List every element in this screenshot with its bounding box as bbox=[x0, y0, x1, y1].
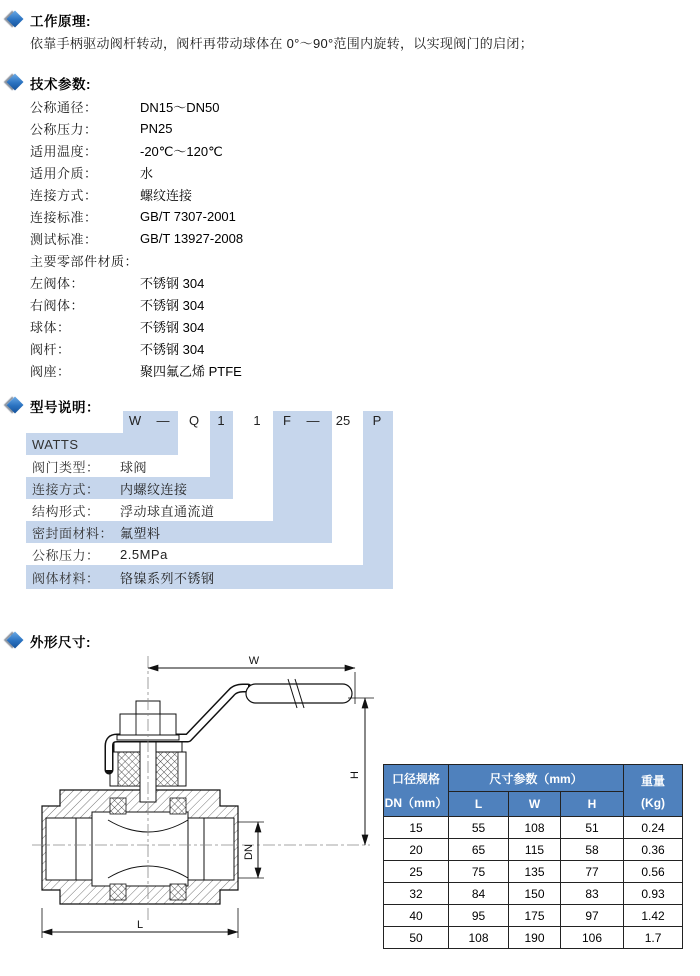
table-row: 15 55 108 51 0.24 bbox=[384, 817, 683, 839]
working-principle-heading bbox=[6, 10, 91, 30]
dim-label-w: W bbox=[248, 655, 260, 667]
dim-label-dn: DN bbox=[243, 844, 255, 860]
code-char: 1 bbox=[217, 413, 225, 428]
param-row: 右阀体： 不锈钢 304 bbox=[30, 297, 205, 313]
heading-text: 外形尺寸: bbox=[30, 635, 91, 650]
dim-label-h: H bbox=[349, 771, 361, 779]
size-table bbox=[383, 764, 683, 949]
size-params-group-header: 尺寸参数（mm） bbox=[449, 765, 624, 792]
valve-seat bbox=[170, 798, 186, 814]
dn-column-header: 口径规格 DN（mm） bbox=[384, 765, 449, 817]
heading-text: 型号说明： bbox=[30, 400, 100, 415]
code-char: 25 bbox=[335, 413, 351, 428]
param-row: 左阀体： 不锈钢 304 bbox=[30, 275, 205, 291]
code-char: P bbox=[372, 413, 382, 428]
param-row: 公称通径： DN15～DN50 bbox=[30, 99, 220, 115]
table-row: 25 75 135 77 0.56 bbox=[384, 861, 683, 883]
model-row: 连接方式： 内螺纹连接 bbox=[32, 481, 188, 497]
valve-seat bbox=[110, 884, 126, 900]
param-row: 适用介质： 水 bbox=[30, 165, 154, 181]
code-char: 1 bbox=[253, 413, 261, 428]
col-h-header: H bbox=[561, 792, 624, 817]
valve-drawing-svg bbox=[12, 648, 392, 956]
code-char: Q bbox=[188, 413, 200, 428]
param-row: 适用温度： -20℃～120℃ bbox=[30, 143, 223, 159]
col-l-header: L bbox=[449, 792, 509, 817]
table-row: 20 65 115 58 0.36 bbox=[384, 839, 683, 861]
dim-label-l: L bbox=[136, 919, 144, 931]
tech-params-heading bbox=[6, 73, 91, 93]
table-row: 50 108 190 106 1.7 bbox=[384, 927, 683, 949]
heading-text: 工作原理: bbox=[30, 14, 91, 29]
working-principle-body: 依靠手柄驱动阀杆转动，阀杆再带动球体在 0°～90°范围内旋转，以实现阀门的启闭； bbox=[30, 36, 533, 51]
diamond-bullet-icon bbox=[7, 74, 24, 91]
param-row: 测试标准： GB/T 13927-2008 bbox=[30, 230, 244, 247]
model-row: 阀体材料： 铬镍系列不锈钢 bbox=[32, 570, 215, 586]
code-char: W bbox=[128, 413, 142, 428]
packing bbox=[156, 752, 178, 786]
model-row: 公称压力： 2.5MPa bbox=[32, 546, 168, 563]
diamond-bullet-icon bbox=[7, 632, 24, 649]
valve-seat bbox=[110, 798, 126, 814]
diamond-bullet-icon bbox=[7, 11, 24, 28]
param-row: 阀杆： 不锈钢 304 bbox=[30, 341, 205, 357]
param-row: 公称压力： PN25 bbox=[30, 120, 173, 137]
valve-technical-drawing bbox=[12, 648, 392, 961]
valve-seat bbox=[170, 884, 186, 900]
model-row: WATTS bbox=[32, 436, 79, 452]
param-row: 连接标准： GB/T 7307-2001 bbox=[30, 208, 236, 225]
model-code-diagram bbox=[0, 411, 420, 593]
tech-params-list bbox=[30, 95, 450, 381]
param-row: 球体： 不锈钢 304 bbox=[30, 319, 205, 335]
table-header-row bbox=[384, 765, 683, 792]
param-row: 主要零部件材质： bbox=[30, 253, 139, 269]
heading-text: 技术参数: bbox=[30, 77, 91, 92]
packing bbox=[118, 752, 140, 786]
table-row: 32 84 150 83 0.93 bbox=[384, 883, 683, 905]
code-char: F bbox=[283, 413, 291, 428]
table-row: 40 95 175 97 1.42 bbox=[384, 905, 683, 927]
param-row: 连接方式： 螺纹连接 bbox=[30, 187, 193, 203]
code-char: — bbox=[156, 413, 170, 428]
param-row: 阀座： 聚四氟乙烯 PTFE bbox=[30, 363, 242, 379]
weight-column-header: 重量 (Kg) bbox=[624, 765, 683, 817]
ball-chamber bbox=[92, 812, 188, 886]
model-row: 阀门类型： 球阀 bbox=[32, 459, 148, 475]
model-row: 密封面材料： 氟塑料 bbox=[32, 525, 161, 541]
code-char: — bbox=[306, 413, 320, 428]
col-w-header: W bbox=[509, 792, 561, 817]
model-row: 结构形式： 浮动球直通流道 bbox=[32, 503, 215, 519]
